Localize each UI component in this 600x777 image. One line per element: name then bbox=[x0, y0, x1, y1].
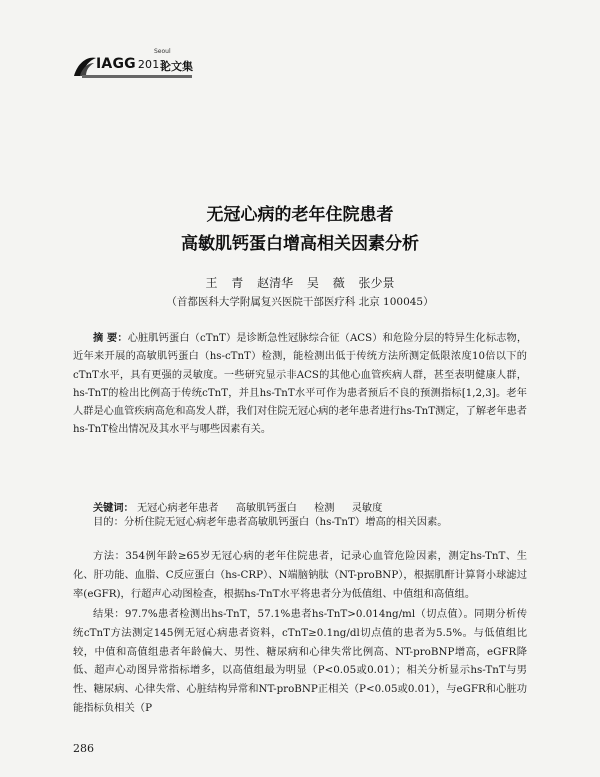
methods-paragraph: 方法：354例年龄≥65岁无冠心病的老年住院患者，记录心血管危险因素，测定hs-TnT、生化、肝功能、血脂、C反应蛋白（hs-CRP）、N端脑钠肽（NT-proBNP），根据肌酐计算肾小球滤过率(eGFR)，行超声心动图检查，根据hs-TnT水平将患者分为低值组、中值组和高值组。 bbox=[73, 550, 527, 600]
objective-paragraph: 目的：分析住院无冠心病老年患者高敏肌钙蛋白（hs-TnT）增高的相关因素。 bbox=[93, 516, 448, 528]
logo-city: Seoul bbox=[154, 48, 171, 55]
logo-subtitle-bar bbox=[82, 75, 192, 78]
results-paragraph: 结果：97.7%患者检测出hs-TnT，57.1%患者hs-TnT>0.014ng/ml（切点值）。同期分析传统cTnT方法测定145例无冠心病患者资料，cTnT≥0.1ng/dl切点值的患者为5.5%。与低值组比较，中值和高值组患者年龄偏大、男性、糖尿病和心律失常比例高、NT-proBNP增高，eGFR降低、超声心动图异常指标增多，以高值组最为明显（P<0.05或0.01）；相关分析显示hs-TnT与男性、糖尿病、心律失常、心脏结构异常和NT-proBNP正相关（P<0.05或0.01），与eGFR和心脏功能指标负相关（P bbox=[73, 608, 527, 714]
keyword: 检测 bbox=[314, 503, 335, 514]
authors: 王 青 赵清华 吴 薇 张少景 bbox=[205, 276, 395, 290]
page-number: 286 bbox=[73, 742, 94, 755]
affiliation: （首都医科大学附属复兴医院干部医疗科 北京 100045） bbox=[166, 296, 434, 308]
logo-wordmark: IAGG 2013 bbox=[96, 56, 167, 72]
abstract-text: 心脏肌钙蛋白（cTnT）是诊断急性冠脉综合征（ACS）和危险分层的特异生化标志物，近年来开展的高敏肌钙蛋白（hs-cTnT）检测，能检测出低于传统方法所测定低限浓度10倍以下的cTnT水平，具有更强的灵敏度。一些研究显示非ACS的其他心血管疾病人群，甚至表明健康人群，hs-TnT的检出比例高于传统cTnT，并且hs-TnT水平可作为患者预后不良的预测指标[1,2,3]。老年人群是心血管疾病高危和高发人群，我们对住院无冠心病的老年患者进行hs-TnT测定，了解老年患者hs-TnT检出情况及其水平与哪些因素有关。 bbox=[73, 333, 528, 436]
abstract-label: 摘 要： bbox=[93, 333, 128, 344]
keyword: 无冠心病老年患者 bbox=[137, 503, 219, 514]
paper-title-line2: 高敏肌钙蛋白增高相关因素分析 bbox=[181, 234, 419, 254]
paper-title-line1: 无冠心病的老年住院患者 bbox=[206, 205, 394, 225]
keywords-label: 关键词： bbox=[93, 503, 134, 514]
abstract bbox=[73, 330, 527, 440]
keywords bbox=[93, 499, 396, 514]
keyword: 高敏肌钙蛋白 bbox=[235, 503, 297, 514]
keyword: 灵敏度 bbox=[351, 503, 383, 514]
conference-header bbox=[72, 46, 232, 86]
section-tag: 论文集 bbox=[160, 60, 193, 73]
